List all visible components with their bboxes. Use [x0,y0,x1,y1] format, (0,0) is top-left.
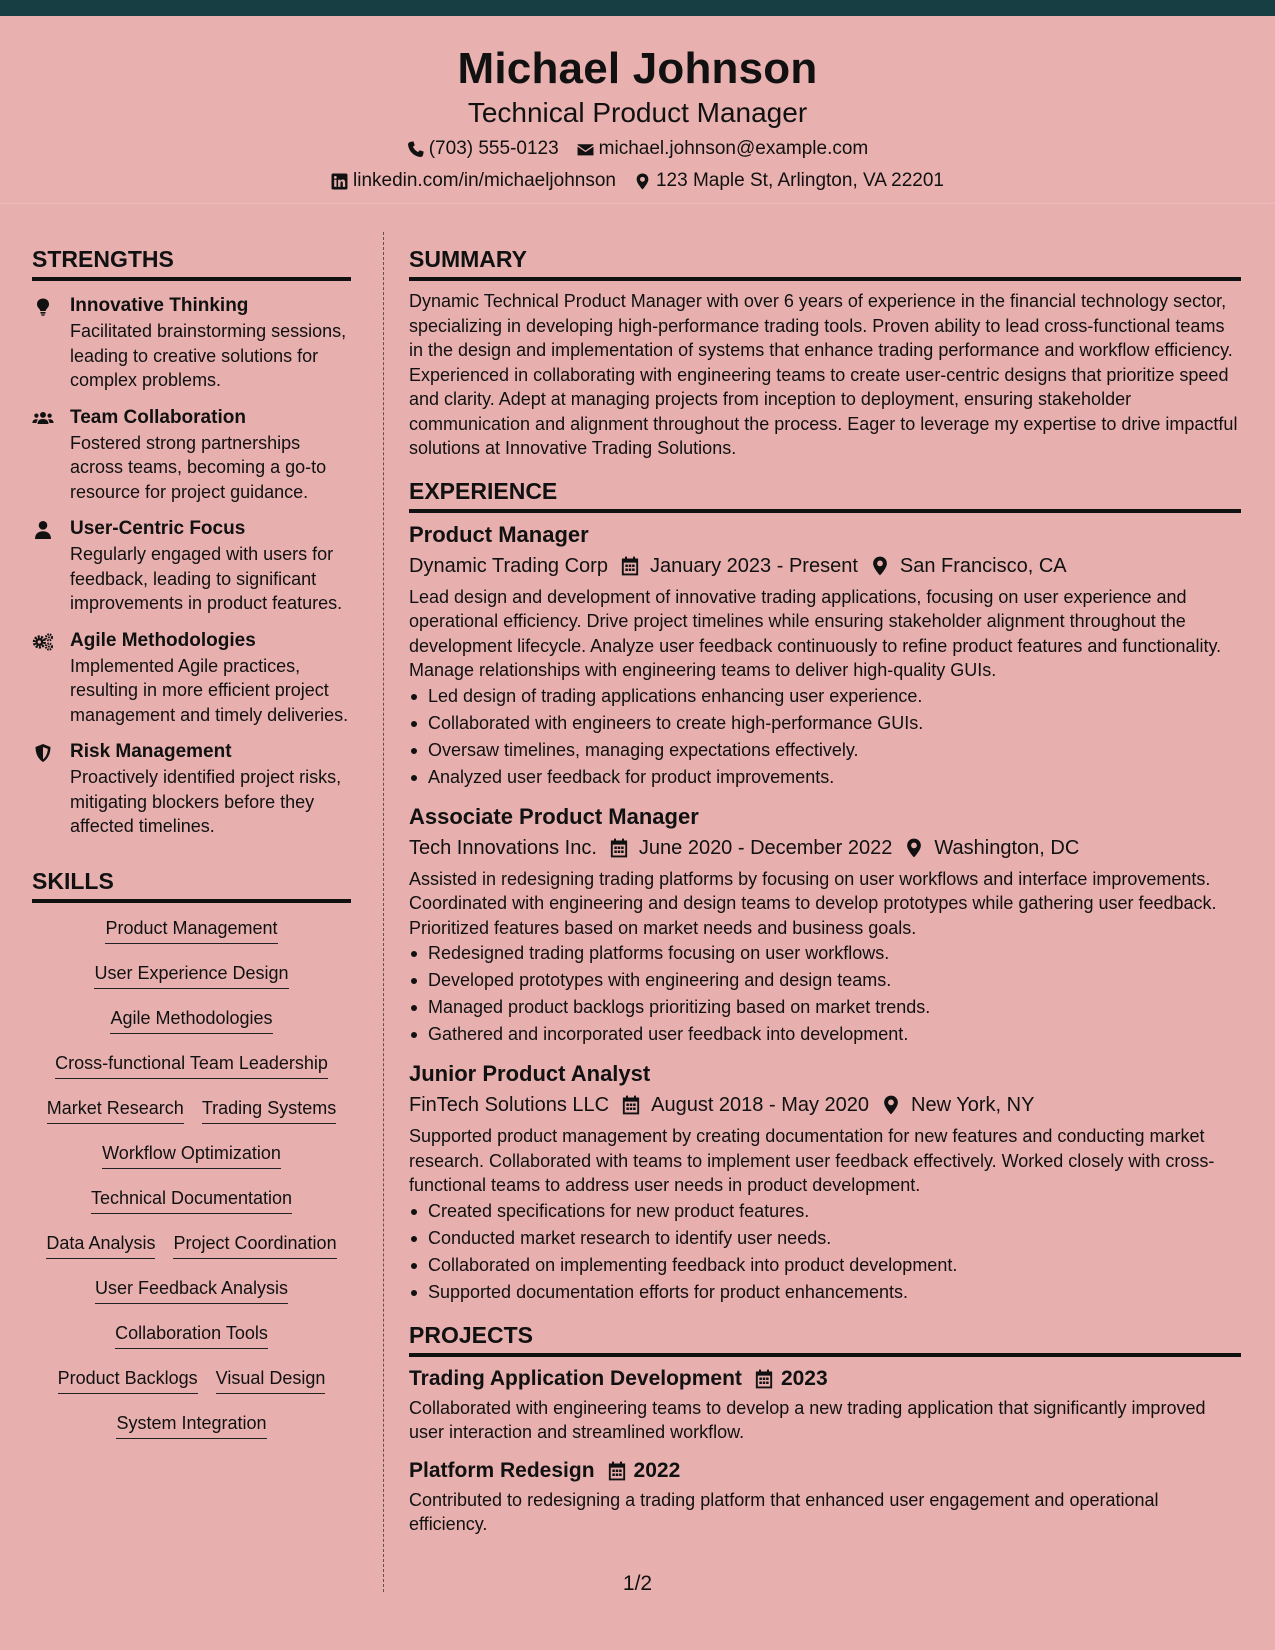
strength-item [32,294,351,393]
skill-tag: Cross-functional Team Leadership [55,1051,328,1079]
project-year: 2023 [780,1366,828,1390]
email-text: michael.johnson@example.com [598,138,869,159]
map-pin-icon [881,1095,901,1115]
summary-text: Dynamic Technical Product Manager with over 6 years of experience in the financial technology sector, specializing in developing high-performance trading tools. Proven ability to lead cross-functional teams in the design and implementation of systems that enhance trading performance and workflow efficiency. Experienced in collaborating with engineering teams to create user-centric designs that prioritize speed and clarity. Adept at managing projects from inception to deployment, ensuring stakeholder communication and alignment throughout the process. Eager to leverage my expertise to drive impactful solutions at Innovative Trading Solutions. [409,291,1238,458]
page-number: 1/2 [622,1572,653,1595]
skill-tag: User Experience Design [94,961,288,989]
project-head [409,1365,1241,1393]
job-desc: Lead design and development of innovative trading applications, focusing on user experience and operational efficiency. Drive project timelines while ensuring stakeholder alignment throughout the development lifecycle. Analyze user feedback continuously to refine product features and functionality. Manage relationships with engineering teams to deliver high-quality GUIs. [409,586,1222,680]
job-location: San Francisco, CA [899,554,1067,577]
gears-icon [32,632,54,652]
strength-desc: Facilitated brainstorming sessions, leading to creative solutions for complex problems. [70,321,347,390]
left-column [32,244,351,1456]
job-entry [409,521,1241,791]
job-desc: Assisted in redesigning trading platforms by focusing on user workflows and interface improvements. Coordinated with engineering and design teams to develop prototypes while gathering user feedback. Prioritized features based on market needs and business goals. [409,868,1217,938]
skill-row [32,1096,351,1141]
skills-heading: SKILLS [32,866,351,903]
lightbulb-icon [32,297,54,317]
bullet-item: Collaborated with engineers to create high-performance GUIs. [409,710,1241,737]
project-entry [409,1457,1241,1537]
top-bar [0,0,1275,16]
skill-tag: Technical Documentation [91,1186,292,1214]
job-title: Associate Product Manager [409,803,699,829]
skill-tag: Agile Methodologies [110,1006,272,1034]
address-contact [634,169,944,193]
job-dates: June 2020 - December 2022 [638,836,893,859]
bullet-item: Supported documentation efforts for product enhancements. [409,1279,1241,1306]
strengths-heading: STRENGTHS [32,244,351,281]
job-title: Product Manager [409,521,589,547]
summary-heading: SUMMARY [409,244,1241,281]
users-icon [32,409,54,429]
address-text: 123 Maple St, Arlington, VA 22201 [655,170,944,191]
linkedin-contact[interactable] [331,169,616,193]
job-bullets [409,940,1241,1048]
map-pin-icon [904,838,924,858]
calendar-icon [621,1095,641,1115]
skill-tag: Workflow Optimization [102,1141,281,1169]
skills-list [32,916,351,1456]
user-icon [32,520,54,540]
project-year: 2022 [633,1458,681,1482]
strength-desc: Implemented Agile practices, resulting in more efficient project management and timely deliveries. [70,655,349,725]
job-dates: January 2023 - Present [649,554,858,577]
project-desc: Collaborated with engineering teams to develop a new trading application that significantly improved user interaction and streamlined workflow. [409,1397,1206,1442]
bullet-item: Managed product backlogs prioritizing based on market trends. [409,994,1241,1021]
job-location: Washington, DC [934,836,1080,859]
strength-title: User-Centric Focus [70,518,246,539]
projects-heading: PROJECTS [409,1320,1241,1357]
job-desc: Supported product management by creating documentation for new features and conducting market research. Collaborated with teams to implement user feedback effectively. Worked closely with cross-functional teams to address user needs in product development. [409,1126,1215,1195]
column-divider [383,232,384,1592]
bullet-item: Oversaw timelines, managing expectations effectively. [409,737,1241,764]
company-name: Dynamic Trading Corp [409,554,608,577]
contact-row-2 [0,169,1275,193]
strength-item [32,740,351,839]
linkedin-icon [331,173,348,190]
job-meta [409,835,1241,861]
bullet-item: Collaborated on implementing feedback into product development. [409,1252,1241,1279]
company-name: FinTech Solutions LLC [409,1094,610,1116]
skill-row [32,1186,351,1231]
map-pin-icon [634,173,651,190]
bullet-item: Conducted market research to identify user needs. [409,1225,1241,1252]
skill-tag: Collaboration Tools [115,1321,268,1349]
strength-desc: Fostered strong partnerships across teams, becoming a go-to resource for project guidance. [70,432,327,502]
job-bullets [409,683,1241,791]
bullet-item: Created specifications for new product features. [409,1198,1241,1225]
job-entry [409,803,1241,1049]
project-head [409,1457,1241,1485]
job-meta [409,1092,1241,1118]
contact-row [0,137,1275,161]
skill-row [32,916,351,961]
bullet-item: Gathered and incorporated user feedback into development. [409,1021,1241,1048]
bullet-item: Developed prototypes with engineering and design teams. [409,967,1241,994]
job-entry [409,1060,1241,1306]
job-dates: August 2018 - May 2020 [651,1094,870,1116]
skill-row [32,961,351,1006]
job-title: Junior Product Analyst [409,1061,651,1086]
skill-tag: Product Management [105,916,277,944]
linkedin-text: linkedin.com/in/michaeljohnson [353,170,616,191]
candidate-title: Technical Product Manager [467,97,808,128]
resume-header [0,16,1275,204]
envelope-icon [577,141,594,158]
calendar-icon [609,838,629,858]
bullet-item: Led design of trading applications enhancing user experience. [409,683,1241,710]
skill-row [32,1321,351,1366]
skill-row [32,1141,351,1186]
project-title: Platform Redesign [409,1458,595,1482]
strength-desc: Proactively identified project risks, mitigating blockers before they affected timelines. [70,767,342,836]
project-desc: Contributed to redesigning a trading platform that enhanced user engagement and operational efficiency. [409,1489,1159,1534]
calendar-icon [607,1461,627,1481]
skill-tag: User Feedback Analysis [95,1276,288,1304]
phone-contact [407,137,559,161]
calendar-icon [620,556,640,576]
skill-tag: Visual Design [216,1366,326,1394]
strength-title: Agile Methodologies [70,629,256,651]
strength-desc: Regularly engaged with users for feedback, leading to significant improvements in product features. [70,544,343,613]
right-column [409,244,1241,1537]
skill-tag: System Integration [116,1411,266,1439]
skill-row [32,1411,351,1456]
skill-row [32,1051,351,1096]
strength-title: Innovative Thinking [70,295,249,316]
project-title: Trading Application Development [409,1366,742,1390]
skill-row [32,1231,351,1276]
project-entry [409,1365,1241,1445]
strength-title: Team Collaboration [70,406,246,428]
strength-item [32,517,351,616]
skill-tag: Product Backlogs [58,1366,198,1394]
job-meta [409,553,1241,579]
skill-tag: Data Analysis [46,1231,155,1259]
bullet-item: Redesigned trading platforms focusing on user workflows. [409,940,1241,967]
job-location: New York, NY [911,1094,1035,1116]
skill-tag: Market Research [47,1096,184,1124]
strength-title: Risk Management [70,741,232,762]
shield-icon [32,743,54,763]
strength-item [32,406,351,505]
strength-item [32,629,351,728]
bullet-item: Analyzed user feedback for product improvements. [409,764,1241,791]
candidate-name: Michael Johnson [457,44,818,93]
skill-tag: Trading Systems [202,1096,336,1124]
skill-row [32,1366,351,1411]
skill-tag: Project Coordination [173,1231,336,1259]
skill-row [32,1276,351,1321]
calendar-icon [754,1369,774,1389]
company-name: Tech Innovations Inc. [409,836,597,859]
phone-text: (703) 555-0123 [428,138,559,159]
job-bullets [409,1198,1241,1306]
map-pin-icon [870,556,890,576]
experience-heading: EXPERIENCE [409,476,1241,513]
email-contact[interactable] [577,137,869,161]
skill-row [32,1006,351,1051]
phone-icon [407,141,424,158]
